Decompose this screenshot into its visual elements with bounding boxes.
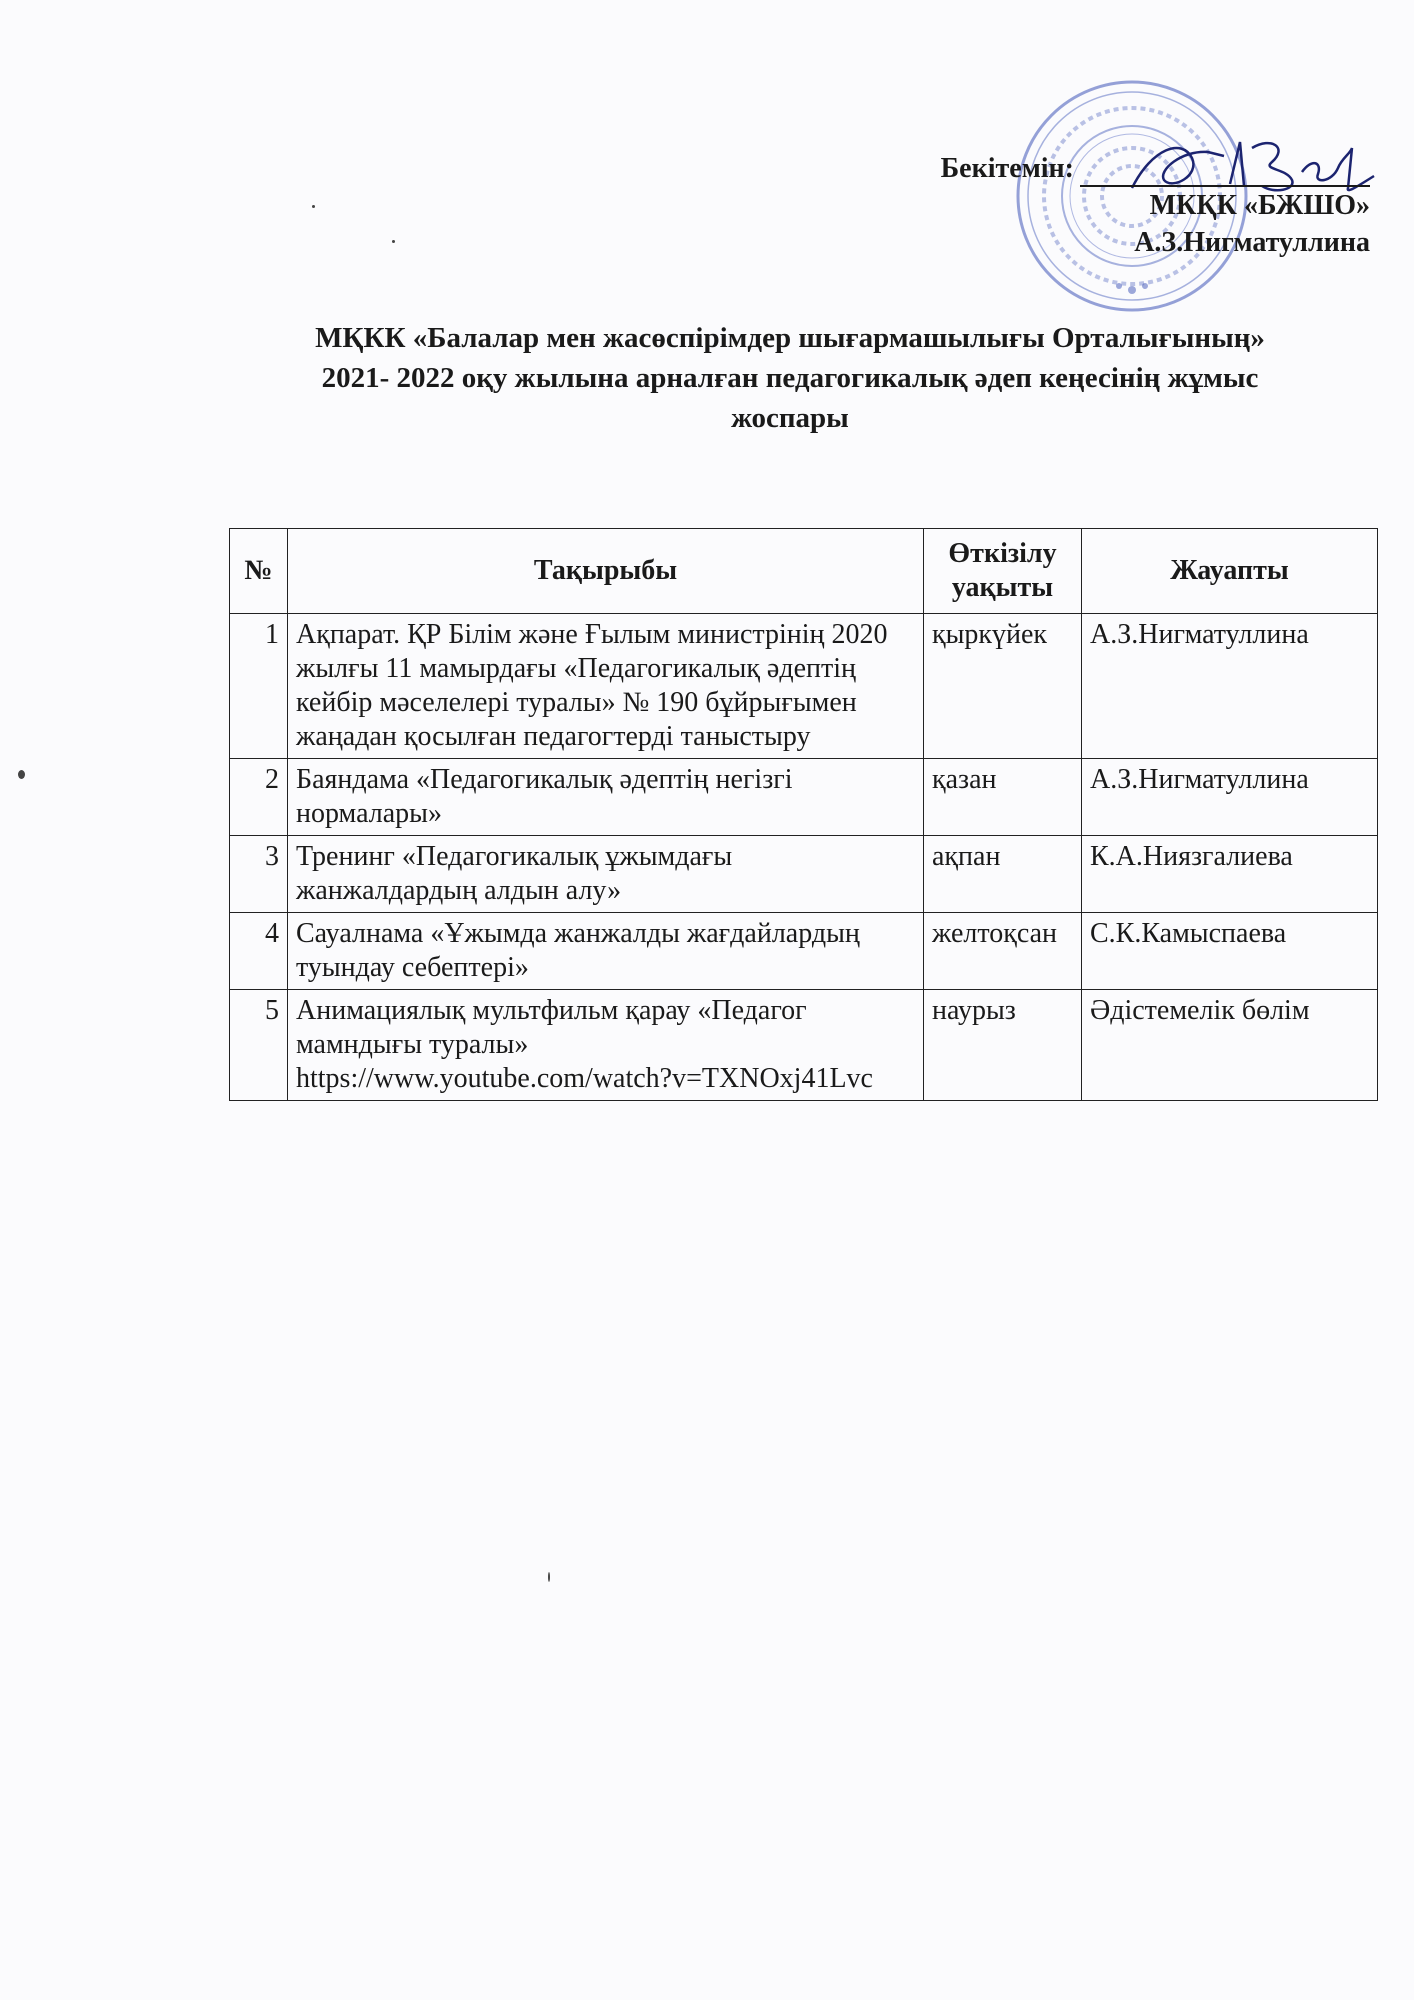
scan-speck (312, 205, 315, 208)
row-topic: Сауалнама «Ұжымда жанжалды жағдайлардың туындау себептері» (288, 913, 924, 990)
scan-speck (392, 240, 395, 243)
document-title (220, 318, 1360, 438)
table-row (230, 836, 1378, 913)
scan-speck (18, 770, 25, 779)
row-responsible: А.З.Нигматуллина (1082, 759, 1378, 836)
row-responsible: Әдістемелік бөлім (1082, 990, 1378, 1101)
approval-block (850, 150, 1370, 261)
header-responsible: Жауапты (1082, 529, 1378, 614)
row-time: наурыз (924, 990, 1082, 1101)
row-num: 5 (230, 990, 288, 1101)
row-time: желтоқсан (924, 913, 1082, 990)
row-time: ақпан (924, 836, 1082, 913)
row-responsible: А.З.Нигматуллина (1082, 614, 1378, 759)
row-topic: Тренинг «Педагогикалық ұжымдағы жанжалдардың алдын алу» (288, 836, 924, 913)
table-row (230, 913, 1378, 990)
approval-name: А.З.Нигматуллина (1134, 227, 1370, 258)
table-header-row (230, 529, 1378, 614)
table-row (230, 614, 1378, 759)
signature-line (1080, 155, 1370, 187)
row-responsible: К.А.Ниязгалиева (1082, 836, 1378, 913)
table-row (230, 990, 1378, 1101)
row-topic-text: Анимациялық мультфильм қарау «Педагог мамндығы туралы» (296, 995, 807, 1060)
row-topic (288, 990, 924, 1101)
row-topic: Баяндама «Педагогикалық әдептің негізгі нормалары» (288, 759, 924, 836)
row-topic: Ақпарат. ҚР Білім және Ғылым министрінің 2020 жылғы 11 мамырдағы «Педагогикалық әдептің кейбір мәселелері туралы» № 190 бұйрығымен жаңадан қосылған педагогтерді таныстыру (288, 614, 924, 759)
table-row (230, 759, 1378, 836)
header-num: № (230, 529, 288, 614)
approval-organization: МКҚК «БЖШО» (1149, 190, 1370, 221)
row-responsible: С.К.Камыспаева (1082, 913, 1378, 990)
header-time: Өткізілу уақыты (924, 529, 1082, 614)
video-link[interactable]: https://www.youtube.com/watch?v=TXNOxj41Lvc (296, 1063, 873, 1094)
row-num: 1 (230, 614, 288, 759)
title-line-2: 2021- 2022 оқу жылына арналған педагогикалық әдеп кеңесінің жұмыс (321, 362, 1259, 394)
scan-speck (548, 1572, 550, 1582)
header-topic: Тақырыбы (288, 529, 924, 614)
row-num: 3 (230, 836, 288, 913)
title-line-3: жоспары (731, 402, 849, 434)
work-plan-table (229, 528, 1378, 1101)
row-num: 2 (230, 759, 288, 836)
row-time: қазан (924, 759, 1082, 836)
row-num: 4 (230, 913, 288, 990)
row-time: қыркүйек (924, 614, 1082, 759)
title-line-1: МҚКК «Балалар мен жасөспірімдер шығармашылығы Орталығының» (315, 322, 1265, 354)
approval-label: Бекітемін: (940, 153, 1074, 184)
